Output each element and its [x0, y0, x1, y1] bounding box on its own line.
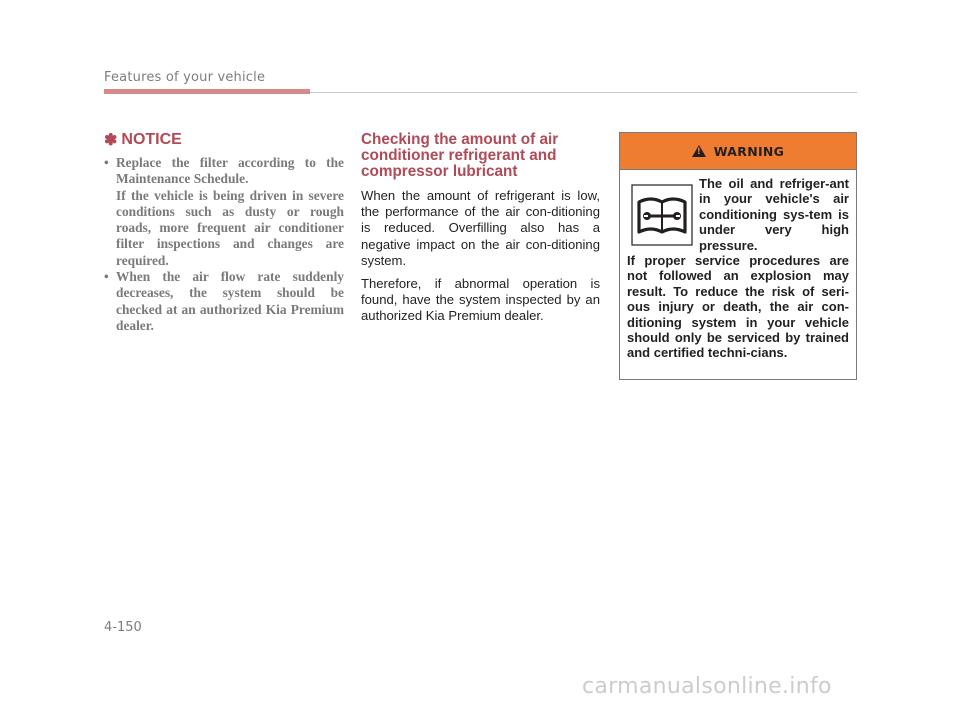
bullet-icon: • [104, 269, 109, 285]
warning-label: WARNING [713, 143, 785, 159]
notice-list-item [104, 155, 344, 269]
notice-heading [104, 130, 344, 150]
warning-box [619, 132, 857, 380]
header-divider-line [310, 92, 857, 93]
watermark: carmanualsonline.info [582, 674, 832, 699]
warning-text-below-icon: If proper service procedures are not followed an explosion may result. To reduce the risk of seri-ous injury or death, the air con-ditioning system in your vehicle should only be serviced by trained and certified techni-cians. [627, 253, 849, 361]
notice-item-text: Replace the filter according to the Maintenance Schedule. [116, 155, 344, 187]
refrigerant-section-title: Checking the amount of air conditioner refrigerant and compressor lubricant [361, 131, 559, 180]
refrigerant-paragraph: Therefore, if abnormal operation is found, have the system inspected by an authorized Kia Premium dealer. [361, 276, 600, 324]
notice-list [104, 155, 344, 334]
notice-asterisk-icon: ✽ [104, 132, 118, 149]
notice-title-text: NOTICE [121, 131, 182, 148]
warning-header [620, 133, 856, 170]
warning-text-beside-icon: The oil and refriger-ant in your vehicle's air conditioning sys-tem is under very high pressure. [699, 176, 849, 253]
header-accent-bar [104, 89, 310, 94]
notice-item-text: When the air flow rate suddenly decreases, the system should be checked at an authorized Kia Premium dealer. [116, 269, 344, 333]
manual-wrench-icon [631, 184, 693, 246]
warning-body [620, 170, 856, 361]
notice-item-text-continued: If the vehicle is being driven in severe conditions such as dusty or rough roads, more frequent air conditioner filter inspections and changes are required. [116, 187, 344, 268]
page-number: 4-150 [104, 620, 142, 635]
refrigerant-paragraph: When the amount of refrigerant is low, the performance of the air con-ditioning is reduced. Overfilling also has a negative impact on the air con-ditioning system. [361, 188, 600, 268]
notice-list-item [104, 269, 344, 334]
notice-block [104, 130, 344, 334]
bullet-icon: • [104, 155, 109, 170]
warning-triangle-icon: ! [692, 145, 706, 157]
section-header-title: Features of your vehicle [104, 70, 266, 85]
refrigerant-section [361, 132, 600, 332]
